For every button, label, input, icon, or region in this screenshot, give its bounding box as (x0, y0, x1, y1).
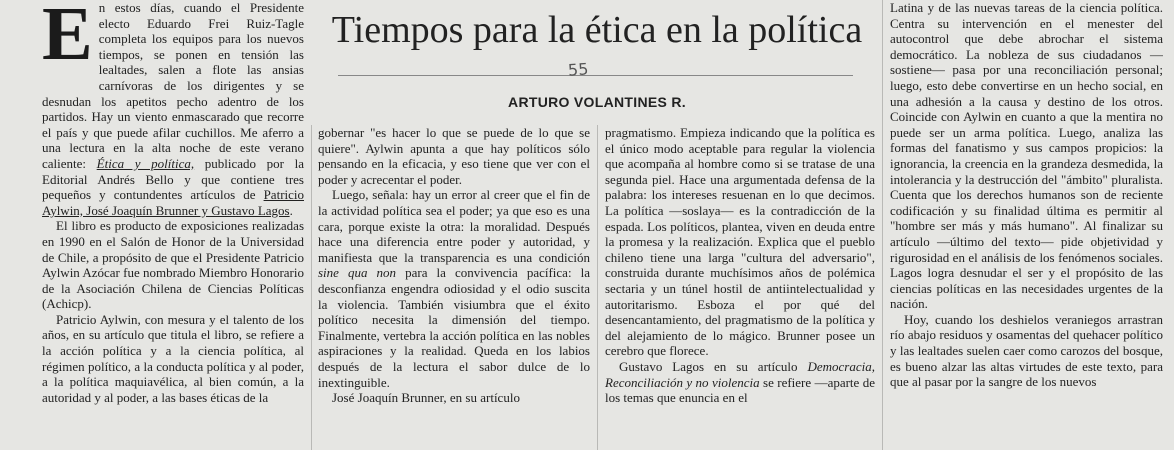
power-text-end: para la convivencia pacífica: la desconfianza engendra odiosidad y el odio suscita la violencia. También visiumbra que el éxito político necesita la dimensión del tiempo. Finalmente, vertebra la acción política en las nobles aspiraciones y la realidad. Queda en los labios después de la lectura el sabor dulce de lo inextinguible. (318, 265, 590, 390)
handwritten-mark: 55 (567, 59, 589, 80)
book-title: Ética y política, (96, 155, 195, 171)
paragraph-latin-america: Latina y de las nuevas tareas de la ciencia política. Centra su intervención en el menester del autocontrol que debe abrochar el sistema democrático. La nobleza de sus ciudadanos —sostiene— pasa por una reconciliación personal; luego, esto debe convertirse en un hecho social, en una adhesión a la causa y destino de los otros. Coincide con Aylwin en cuanto a que la mentira no puede ser un arma política. Luego, analiza las formas del fanatismo y sus campos propicios: la ignorancia, la creencia en la grandeza desmedida, la intolerancia y la destrucción del "ámbito" pluralista. Cuenta que los derechos humanos son de reciente codificación y su finalidad última es permitir al "hombre ser más y más humano". Al finalizar su artículo —último del texto— pide objetividad y rigurosidad en el análisis de los fenómenos sociales. Lagos logra desnudar el ser y el propósito de las ciencias políticas en las necesidades urgentes de la nación. (890, 0, 1163, 312)
article-title: Tiempos para la ética en la política (331, 9, 863, 51)
paragraph-pragmatism: pragmatismo. Empieza indicando que la política es el único modo aceptable para regular la violencia que acompaña al hombre como si se tratase de una segunda piel. Hace una argumentada defensa de la palabra: los intereses resuenan en lo que decimos. La política —soslaya— es la contradicción de la espada. Los políticos, plantea, viven en deuda entre la promesa y la realización. Explica que el pueblo chileno tiene una larga "cultura del adversario", construida durante muchísimos años de polémica sectaria y un túnel hostil de antiintelectualidad y autoritarismo. Esboza el por qué del desencantamiento, del pragmatismo de la política y del alejamiento de lo mágico. Brunner posee un cerebro que florece. (605, 125, 875, 359)
lagos-text: Gustavo Lagos en su artículo (619, 358, 798, 374)
power-text: Luego, señala: hay un error al creer que el fin de la actividad política sea el poder; ya que eso es una cara, porque existe la otra: la moralidad. Después hace una diferencia entre poder y autoridad, y manifiesta que la transparencia es una condición (318, 187, 590, 265)
paragraph-aylwin: Patricio Aylwin, con mesura y el talento de los años, en su artículo que titula el libro, se refiere a la acción política y a la ciencia política, al régimen político, a la conducta política y al poder, a la política maquiavélica, al bien común, a la autoridad y al poder, a las bases éticas de la (42, 311, 304, 405)
opening-paragraph (42, 0, 304, 218)
paragraph-power (318, 187, 590, 390)
period: . (289, 202, 293, 218)
latin-phrase: sine qua non (318, 265, 397, 281)
title-rule (338, 75, 853, 76)
paragraph-govern: gobernar "es hacer lo que se puede de lo que se quiere". Aylwin apunta a que hay políticos sólo pensando en la eficacia, y eso tiene que ver con el poder y acrecentar el poder. (318, 125, 590, 187)
author-names: Patricio Aylwin, José Joaquín Brunner y Gustavo Lagos (42, 187, 304, 218)
drop-cap: E (42, 0, 93, 76)
author-byline: ARTURO VOLANTINES R. (508, 94, 686, 110)
paragraph-book-origin: El libro es producto de exposiciones realizadas en 1990 en el Salón de Honor de la Universidad de Chile, a propósito de que el Presidente Patricio Aylwin Azócar fue nombrado Miembro Honorario de la Asociación Chilena de Ciencias Políticas (Achicp). (42, 218, 304, 312)
column-divider (597, 125, 598, 450)
article-column-1 (42, 0, 304, 450)
article-column-2 (318, 125, 590, 450)
article-column-3 (605, 125, 875, 450)
paragraph-today: Hoy, cuando los deshielos veraniegos arrastran río abajo residuos y osamentas del quehacer político y las lealtades suelen caer como carozos del bosque, es bueno alzar las altas virtudes de este texto, para que al pasar por la sangre de los nuevos (890, 311, 1163, 390)
column-divider (311, 125, 312, 450)
column-divider (882, 0, 883, 450)
paragraph-brunner: José Joaquín Brunner, en su artículo (332, 390, 520, 406)
lagos-text-end: se refiere —aparte de los temas que enuncia en el (605, 374, 875, 406)
paragraph-lagos (605, 359, 875, 406)
opening-text: n estos días, cuando el Presidente electo Eduardo Frei Ruiz-Tagle completa los equipos para los nuevos tiempos, se ponen en tensión las lealtades, salen a flote las ansias carnívoras de los dirigentes y se desnudan los apetitos pecho adentro de los partidos. Hay un viento enmascarado que recorre el país y que puede afilar cuchillos. Me aferro a una lectura en la alta noche de este verano caliente: (42, 0, 304, 171)
article-column-4 (890, 0, 1163, 450)
lagos-article-title: Democracia, Reconciliación y no violencia (605, 358, 875, 390)
publisher-text: publicado por la Editorial Andrés Bello y que contiene tres pequeños y contundentes artículos de (42, 155, 304, 203)
